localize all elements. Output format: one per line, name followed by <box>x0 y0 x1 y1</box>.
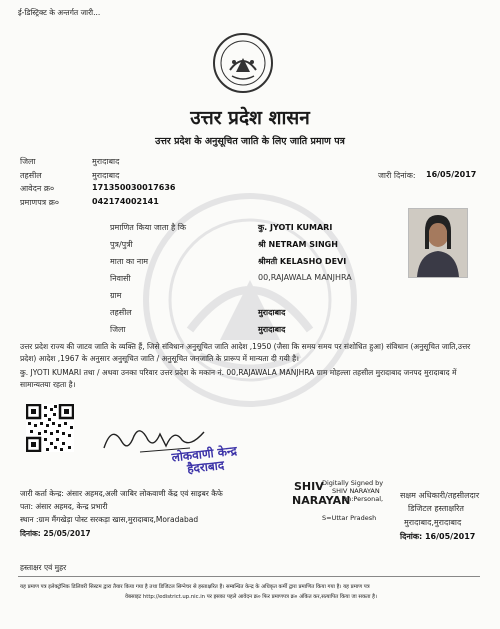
certificate-label: प्रमाणपत्र क्र० <box>20 198 59 207</box>
up-emblem-icon <box>212 32 274 94</box>
officer-designation: सक्षम अधिकारी/तहसीलदार <box>400 491 480 500</box>
officer-date: दिनांक: 16/05/2017 <box>400 532 476 541</box>
tehsil-label: तहसील <box>20 171 42 180</box>
caste-statement: उत्तर प्रदेश राज्य की जाटव जाति के व्यक्ति हैं, जिसे संविधान अनुसूचित जाति आदेश ,1950 (जैसा कि समय समय पर संशोधित हुआ) संविधान (अनुसूचित जाति,उत्तर प्रदेश) आदेश ,1967 के अनुसार अनुसूचित जाति / अनुसूचित जनजाति के प्रारूप में मान्यता दी गयी है। <box>20 342 471 363</box>
application-label: आवेदन क्र० <box>20 184 55 193</box>
tehsil-value: मुरादाबाद <box>92 171 120 180</box>
resident-value: 00,RAJAWALA MANJHRA <box>258 273 352 282</box>
district-value: मुरादाबाद <box>92 157 120 166</box>
residence-statement: कु. JYOTI KUMARI तथा / अथवा उनका परिवार उत्तर प्रदेश के मकान नं. 00,RAJAWALA MANJHRA ग्राम मोहल्ला तहसील मुरादाबाद जनपद मुरादाबाद में सामान्यतया रहता है। <box>20 368 457 389</box>
issue-date-label: जारी दिनांक: <box>378 171 416 180</box>
digital-sign-name-2: NARAYAN <box>292 494 351 507</box>
sign-seal-label: हस्ताक्षर एवं मुहर <box>20 563 67 572</box>
issuer-address: पता: अंसार अहमद, केन्द्र प्रभारी <box>20 502 108 511</box>
issuer-location: स्थान :ग्राम मैंगखेड़ा पोस्ट सरकड़ा खास,मुरादाबाद,Moradabad <box>20 515 199 524</box>
officer-digitally-signed: डिजिटल हस्ताक्षरित <box>408 504 464 513</box>
issue-date-value: 16/05/2017 <box>426 170 477 179</box>
digital-sign-name-1: SHIV <box>294 480 324 493</box>
top-note: ई-डिस्ट्रिक्ट के अन्तर्गत जारी... <box>18 8 101 17</box>
certified-label: प्रमाणित किया जाता है कि <box>110 223 187 232</box>
page-subtitle: उत्तर प्रदेश के अनुसूचित जाति के लिए जाति प्रमाण पत्र <box>155 136 345 147</box>
detail-district-label: जिला <box>110 325 126 334</box>
mother-label: माता का नाम <box>110 257 149 266</box>
digital-sign-state: S=Uttar Pradesh <box>322 514 377 522</box>
footer-divider <box>18 576 480 577</box>
page-title: उत्तर प्रदेश शासन <box>190 107 310 129</box>
district-label: जिला <box>20 157 36 166</box>
footer-line-1: यह प्रमाण पत्र इलेक्ट्रॉनिक डिलिवरी सिस्टम द्वारा तैयार किया गया है तथा डिजिटल सिग्नेचर से हस्ताक्षरित है। सम्बन्धित केन्द्र के अधिकृत कर्मी द्वारा प्रमाणित किया गया है। यह प्रमाण पत्र <box>20 584 370 590</box>
parent-label: पुत्र/पुत्री <box>110 240 133 249</box>
footer-line-2: वेबसाइट http://edistrict.up.nic.in पर इसका पहले आवेदन क्र० फिर प्रमाणपत्र क्र० अंकित कर,सत्यापित किया जा सकता है। <box>125 594 377 600</box>
detail-district-value: मुरादाबाद <box>258 325 286 334</box>
qr-code-icon <box>26 404 74 452</box>
digital-sign-by-2: SHIV NARAYAN <box>332 487 380 495</box>
village-label: ग्राम <box>110 291 122 300</box>
digital-sign-by-3: On:Personal, <box>342 495 384 503</box>
certificate-number: 042174002141 <box>92 197 159 206</box>
applicant-photo <box>408 208 468 278</box>
digital-sign-by-1: Digitally Signed by <box>322 479 384 487</box>
mother-name: श्रीमती KELASHO DEVI <box>258 257 347 266</box>
application-number: 171350030017636 <box>92 183 176 192</box>
officer-office: मुरादाबाद,मुरादाबाद <box>404 518 462 527</box>
parent-name: श्री NETRAM SINGH <box>258 240 338 249</box>
detail-tehsil-value: मुरादाबाद <box>258 308 286 317</box>
issuer-date: दिनांक: 25/05/2017 <box>20 529 91 538</box>
detail-tehsil-label: तहसील <box>110 308 132 317</box>
issuer-center: जारी कर्ता केन्द्र: अंसार अहमद,अली जाबिर लोकवाणी केंद्र एवं साइबर कैफे <box>20 489 223 498</box>
resident-label: निवासी <box>110 274 131 283</box>
center-stamp <box>169 444 241 477</box>
applicant-name: कु. JYOTI KUMARI <box>258 223 333 232</box>
stamp-text: लोकवाणी केन्द्र हैदराबाद <box>170 443 238 476</box>
